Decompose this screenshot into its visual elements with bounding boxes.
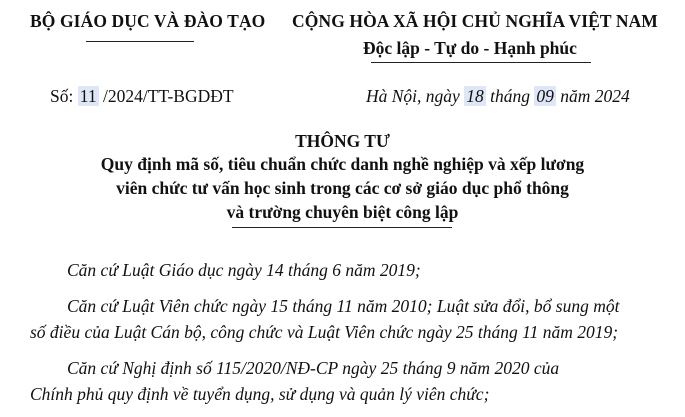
ministry-name: BỘ GIÁO DỤC VÀ ĐÀO TẠO	[30, 11, 266, 31]
subject-line-3: và trường chuyên biệt công lập	[226, 202, 459, 222]
document-number	[50, 86, 234, 107]
document-number-value: 11	[79, 86, 97, 106]
legal-basis-2-line-2: số điều của Luật Cán bộ, công chức và Luật Viên chức ngày 25 tháng 11 năm 2019;	[30, 322, 619, 342]
legal-basis-1: Căn cứ Luật Giáo dục ngày 14 tháng 6 năm 2019;	[67, 260, 421, 280]
issue-year: năm 2024	[555, 86, 630, 106]
subject-line-2: viên chức tư vấn học sinh trong các cơ sở giáo dục phổ thông	[116, 178, 569, 198]
national-motto: Độc lập - Tự do - Hạnh phúc	[363, 38, 577, 58]
legal-basis-3-line-1: Căn cứ Nghị định số 115/2020/NĐ-CP ngày 25 tháng 9 năm 2020 của	[67, 358, 560, 378]
ministry-underline	[86, 41, 194, 42]
legal-basis-2-line-1: Căn cứ Luật Viên chức ngày 15 tháng 11 năm 2010; Luật sửa đổi, bổ sung một	[67, 296, 620, 316]
subject-underline	[232, 227, 452, 228]
document-number-suffix: /2024/TT-BGDĐT	[98, 86, 234, 106]
issue-month-word: tháng	[485, 86, 535, 106]
subject-line-1: Quy định mã số, tiêu chuẩn chức danh nghề nghiệp và xếp lương	[100, 154, 585, 174]
issue-day: 18	[466, 86, 484, 106]
issue-date	[366, 86, 630, 107]
motto-underline	[371, 62, 591, 63]
national-title: CỘNG HÒA XÃ HỘI CHỦ NGHĨA VIỆT NAM	[292, 11, 658, 31]
document-number-prefix: Số:	[50, 86, 78, 106]
document-type: THÔNG TƯ	[295, 131, 390, 151]
issue-month: 09	[536, 86, 554, 106]
issue-date-prefix: Hà Nội, ngày	[366, 86, 465, 106]
legal-basis-3-line-2: Chính phủ quy định về tuyển dụng, sử dụng và quản lý viên chức;	[30, 384, 490, 404]
